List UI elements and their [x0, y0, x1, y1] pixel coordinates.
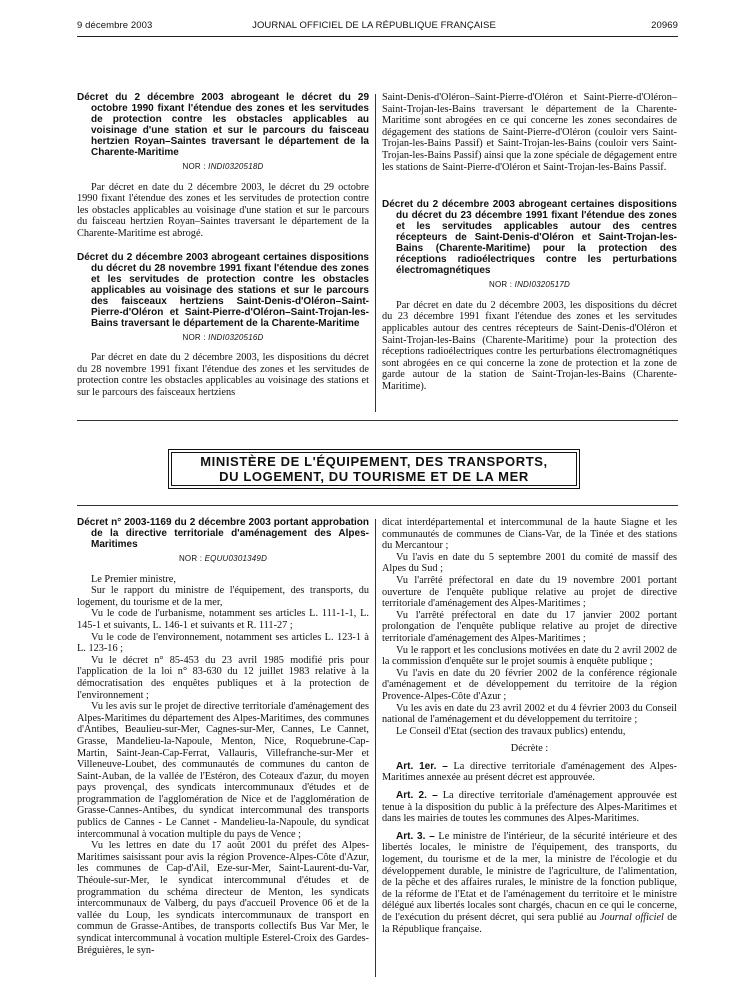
- decree-4-paragraph: Vu l'arrêté préfectoral en date du 19 novembre 2001 portant ouverture de l'enquête publique relative au projet de directive territoriale d'aménagement des Alpes-Maritimes ;: [382, 574, 677, 610]
- decree-4-paragraph: Vu le code de l'urbanisme, notamment ses articles L. 111-1-1, L. 145-1 et suivants, L. 146-1 et suivants et R. 111-27 ;: [77, 608, 369, 631]
- section-rule-bottom: [77, 505, 678, 506]
- article-1: Art. 1er. – La directive territoriale d'aménagement des Alpes-Maritimes annexée au présent décret est approuvée.: [382, 760, 677, 784]
- decree-4-continuation: dicat interdépartemental et intercommunal de la haute Siagne et les communautés de communes de Cians-Var, de la Tinée et des stations du Mercantour ;: [382, 517, 677, 552]
- decree-2-body-start: Par décret en date du 2 décembre 2003, les dispositions du décret du 28 novembre 1991 fixant l'étendue des zones et les servitudes de protection contre les obstacles applicables au voisinage des stations et sur le parcours des faisceaux hertziens: [77, 352, 369, 398]
- decree-4-paragraph: Sur le rapport du ministre de l'équipement, des transports, du logement, du tourisme et de la mer,: [77, 585, 369, 608]
- decree-3-title: Décret du 2 décembre 2003 abrogeant certaines dispositions du décret du 23 décembre 1991 fixant l'étendue des zones et les servitudes applicables autour des centres récepteurs de Saint-Denis-d'Oléron et Saint-Trojan-les-Bains (Charente-Maritime) pour la protection des réceptions radioélectriques contre les perturbations électromagnétiques: [382, 199, 677, 277]
- right-column-bottom: [382, 517, 677, 935]
- decree-4-paragraph: Vu l'avis en date du 5 septembre 2001 du comité de massif des Alpes du Sud ;: [382, 551, 677, 575]
- decree-4-paragraph: Vu l'arrêté préfectoral en date du 17 janvier 2002 portant prolongation de l'enquête publique relative au projet de directive territoriale d'aménagement des Alpes-Maritimes ;: [382, 609, 677, 644]
- decree-1-title: Décret du 2 décembre 2003 abrogeant le décret du 29 octobre 1990 fixant l'étendue des zones et les servitudes de protection contre les obstacles applicables au voisinage d'une station et sur le parcours du faisceau hertzien Royan–Saintes traversant le département de la Charente-Maritime: [77, 92, 369, 158]
- left-column-bottom: [77, 517, 369, 956]
- ministry-line-2: DU LOGEMENT, DU TOURISME ET DE LA MER: [219, 469, 529, 484]
- decree-2-body-continued: Saint-Denis-d'Oléron–Saint-Pierre-d'Oléron et Saint-Pierre-d'Oléron–Saint-Trojan-les-Bains traversant le département de la Charente-Maritime sont abrogées en ce qui concerne les zones secondaires de dégagement des stations de Saint-Pierre-d'Oléron (couloir vers Saint-Trojan-les-Bains Passif) et Saint-Trojan-les-Bains (couloir vers Saint-Trojan-les-Bains Passif) ainsi que la zone spéciale de dégagement entre les stations de Saint-Pierre-d'Oléron et Saint-Trojan-les-Bains Passif.: [382, 92, 677, 173]
- article-2: Art. 2. – La directive territoriale d'aménagement approuvée est tenue à la disposition du public à la préfecture des Alpes-Maritimes et dans les mairies de toutes les communes des Alpes-Maritimes.: [382, 790, 677, 825]
- ministry-line-1: MINISTÈRE DE L'ÉQUIPEMENT, DES TRANSPORTS,: [200, 454, 548, 469]
- decree-1: [77, 92, 369, 240]
- decree-4-paragraph: Le Conseil d'Etat (section des travaux publics) entendu,: [396, 725, 626, 737]
- decree-2-title: Décret du 2 décembre 2003 abrogeant certaines dispositions du décret du 28 novembre 1991 fixant l'étendue des zones et les servitudes de protection contre les obstacles applicables au voisinage des stations et sur le parcours des faisceaux hertziens Saint-Denis-d'Oléron–Saint-Pierre-d'Oléron et Saint-Pierre-d'Oléron–Saint-Trojan-les-Bains traversant le département de la Charente-Maritime: [77, 251, 369, 329]
- decree-4-paragraph: Vu le code de l'environnement, notamment ses articles L. 123-1 à L. 123-16 ;: [77, 631, 369, 655]
- column-divider-bottom: [375, 519, 376, 977]
- decree-4-paragraph: Le Premier ministre,: [91, 573, 176, 585]
- column-divider-top: [375, 94, 376, 412]
- decree-4-paragraph: Vu les avis sur le projet de directive territoriale d'aménagement des Alpes-Maritimes du département des Alpes-Maritimes, des communes d'Antibes, Beaulieu-sur-Mer, Cagnes-sur-Mer, Cannes, Le Cannet, Grasse, Mandelieu-la-Napoule, Menton, Nice, Roquebrune-Cap-Martin, Saint-Jean-Cap-Ferrat, Vallauris, Villefranche-sur-Mer et Villeneuve-Loubet, des communautés de communes du canton de Saint-Auban, de la vallée de l'Estéron, des Coteaux d'azur, du moyen pays provençal, des syndicats intercommunaux d'études et de programmation de l'agglomération de Nice et de l'agglomération de Grasse-Cannes-Antibes, du syndicat intercommunal des transports publics de Cannes - Le Cannet - Mandelieu-la-Napoule, du syndicat intercommunal à vocation multiple du pays de Vence ;: [77, 701, 369, 840]
- decree-4-paragraph: Vu les avis en date du 23 avril 2002 et du 4 février 2003 du Conseil national de l'aménagement et du développement du territoire ;: [382, 702, 677, 726]
- decree-3: [382, 199, 677, 392]
- left-column-top: [77, 92, 369, 399]
- decree-4-title: Décret n° 2003-1169 du 2 décembre 2003 portant approbation de la directive territoriale d'aménagement des Alpes-Maritimes: [77, 517, 369, 550]
- decree-4-paragraph: Vu le décret n° 85-453 du 23 avril 1985 modifié pris pour l'application de la loi n° 83-630 du 12 juillet 1983 relative à la démocratisation des enquêtes publiques et à la protection de l'environnement ;: [77, 654, 369, 701]
- section-rule-top: [77, 420, 678, 421]
- decree-3-nor: NOR : INDI0320517D: [489, 280, 570, 290]
- article-3: Art. 3. – Le ministre de l'intérieur, de la sécurité intérieure et des libertés locales, le ministre de l'équipement, des transports, du logement, du tourisme et de la mer, la ministre de l'écologie et du développement durable, le ministre de l'agriculture, de l'alimentation, de la pêche et des affaires rurales, le ministre de la fonction publique, de la réforme de l'Etat et de l'aménagement du territoire et le ministre délégué aux libertés locales sont chargés, chacun en ce qui le concerne, de l'exécution du présent décret, qui sera publié au Journal officiel de la République française.: [382, 830, 677, 935]
- right-column-top: [382, 92, 677, 393]
- header-date: 9 décembre 2003: [77, 20, 153, 31]
- journal-title: JOURNAL OFFICIEL DE LA RÉPUBLIQUE FRANÇAISE: [252, 20, 496, 31]
- header-rule: [77, 36, 678, 37]
- decree-1-body: Par décret en date du 2 décembre 2003, le décret du 29 octobre 1990 fixant l'étendue des zones et les servitudes de protection contre les obstacles applicables au voisinage d'une station et sur le parcours du faisceau hertzien Royan–Saintes traversant le département de la Charente-Maritime est abrogé.: [77, 181, 369, 239]
- decree-4-nor: NOR : EQUU0301349D: [178, 554, 268, 563]
- page-header: [0, 20, 748, 34]
- decree-2-nor: NOR : INDI0320516D: [182, 332, 264, 342]
- decree-4-paragraph: Vu le rapport et les conclusions motivées en date du 2 avril 2002 de la commission d'enquête sur le projet soumis à enquête publique ;: [382, 644, 677, 668]
- ministry-heading: [168, 449, 580, 489]
- decrete-heading: Décrète :: [510, 743, 549, 755]
- decree-3-body: Par décret en date du 2 décembre 2003, les dispositions du décret du 23 décembre 1991 fixant l'étendue des zones et les servitudes applicables autour des centres récepteurs de Saint-Denis-d'Oléron et Saint-Trojan-les-Bains (Charente-Maritime) pour la protection des réceptions radioélectriques contre les perturbations électromagnétiques sont abrogées en ce qui concerne la zone de protection et la zone de garde autour de la station de Saint-Trojan-les-Bains (Charente-Maritime).: [382, 299, 677, 392]
- decree-4-paragraph: Vu l'avis en date du 20 février 2002 de la conférence régionale d'aménagement et de développement du territoire de la région Provence-Alpes-Côte d'Azur ;: [382, 667, 677, 702]
- decree-4-paragraph: Vu les lettres en date du 17 août 2001 du préfet des Alpes-Maritimes saisissant pour avis la région Provence-Alpes-Côte d'Azur, les communes de Cap-d'Ail, Eze-sur-Mer, Saint-Laurent-du-Var, Théoule-sur-Mer, le syndicat intercommunal d'études et de programmation du schéma directeur de Menton, les syndicats intercommunaux de Valberg, du pays d'accueil Provence 06 et de la vallée du Loup, les syndicats intercommunaux de transport en commun de Grasse-Antibes, de transports collectifs Bus Var Mer, le syndicat intercommunal à vocation multiple Esterel-Croix des Gardes-Bréguières, le syn-: [77, 840, 369, 956]
- decree-2: [77, 252, 369, 399]
- decree-1-nor: NOR : INDI0320518D: [182, 162, 264, 171]
- page-number: 20969: [651, 20, 678, 31]
